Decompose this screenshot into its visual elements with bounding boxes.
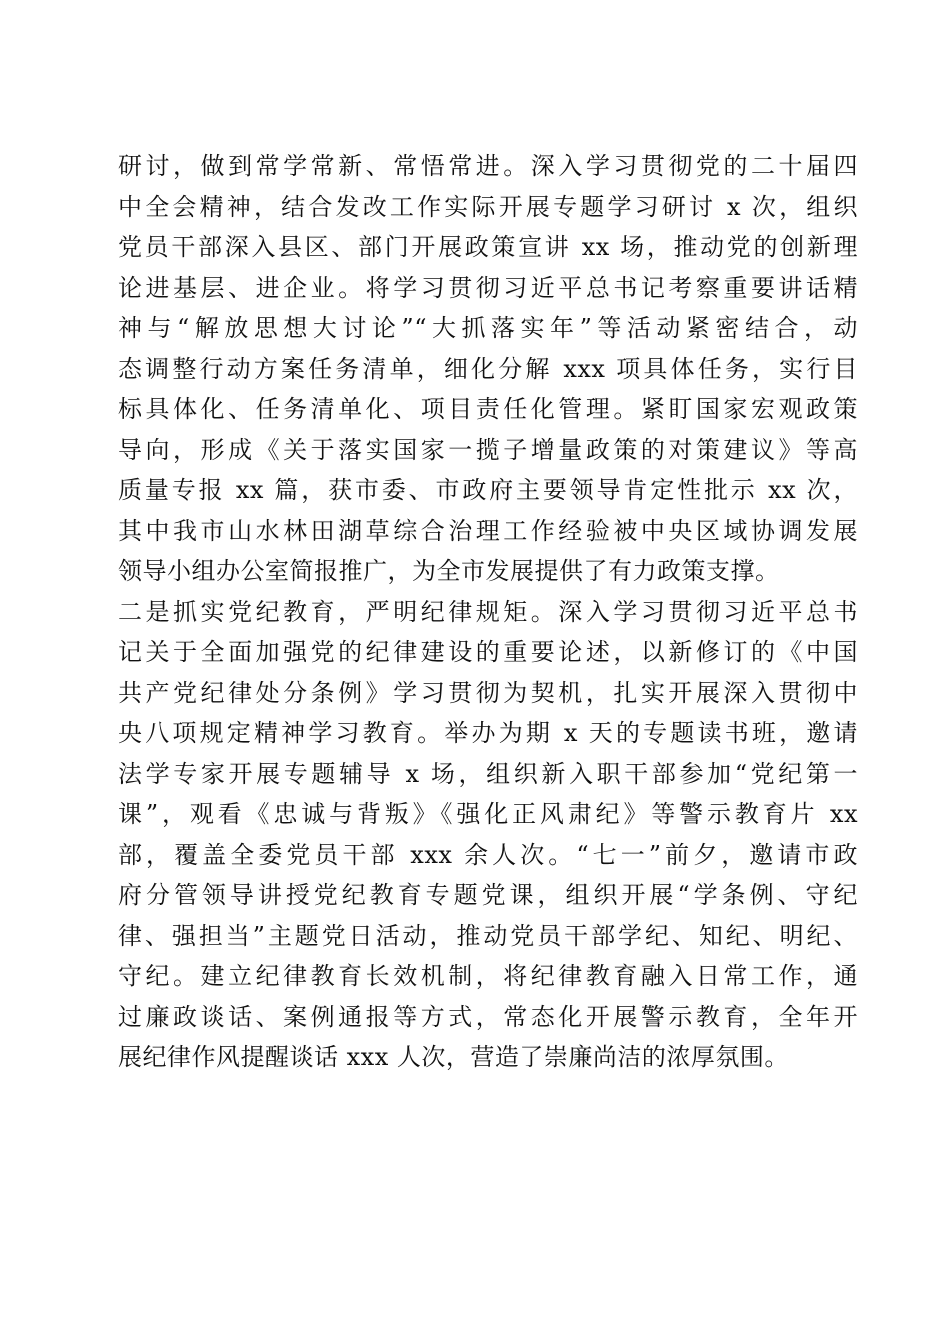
text-line: 态调整行动方案任务清单，细化分解 xxx 项具体任务，实行目 xyxy=(118,354,858,383)
text-line: 部，覆盖全委党员干部 xxx 余人次。“七一”前夕，邀请市政 xyxy=(118,840,858,869)
text-line: 央八项规定精神学习教育。举办为期 x 天的专题读书班，邀请 xyxy=(118,719,858,747)
text-line: 领导小组办公室简报推广，为全市发展提供了有力政策支撑。 xyxy=(118,557,780,585)
text-line: 共产党纪律处分条例》学习贯彻为契机，扎实开展深入贯彻中 xyxy=(118,678,858,707)
body-text xyxy=(118,146,858,1078)
text-line: 其中我市山水林田湖草综合治理工作经验被中央区域协调发展 xyxy=(118,516,858,545)
text-line: 神与“解放思想大讨论”“大抓落实年”等活动紧密结合，动 xyxy=(118,314,858,342)
text-line: 中全会精神，结合发改工作实际开展专题学习研讨 x 次，组织 xyxy=(118,192,858,221)
text-line: 过廉政谈话、案例通报等方式，常态化开展警示教育，全年开 xyxy=(118,1002,858,1031)
text-line: 记关于全面加强党的纪律建设的重要论述，以新修订的《中国 xyxy=(118,638,858,666)
text-line: 研讨，做到常学常新、常悟常进。深入学习贯彻党的二十届四 xyxy=(118,152,858,180)
text-line: 展纪律作风提醒谈话 xxx 人次，营造了崇廉尚洁的浓厚氛围。 xyxy=(118,1043,789,1071)
text-line: 导向，形成《关于落实国家一揽子增量政策的对策建议》等高 xyxy=(118,435,858,464)
text-line: 守纪。建立纪律教育长效机制，将纪律教育融入日常工作，通 xyxy=(118,962,858,990)
text-line: 标具体化、任务清单化、项目责任化管理。紧盯国家宏观政策 xyxy=(118,395,858,423)
text-line: 质量专报 xx 篇，获市委、市政府主要领导肯定性批示 xx 次， xyxy=(118,476,858,504)
text-line: 律、强担当”主题党日活动，推动党员干部学纪、知纪、明纪、 xyxy=(118,921,858,950)
text-line: 党员干部深入县区、部门开展政策宣讲 xx 场，推动党的创新理 xyxy=(118,233,858,261)
text-line: 二是抓实党纪教育，严明纪律规矩。深入学习贯彻习近平总书 xyxy=(118,597,858,626)
text-line: 府分管领导讲授党纪教育专题党课，组织开展“学条例、守纪 xyxy=(118,881,858,909)
text-line: 课”，观看《忠诚与背叛》《强化正风肃纪》等警示教育片 xx xyxy=(118,800,858,828)
text-line: 论进基层、进企业。将学习贯彻习近平总书记考察重要讲话精 xyxy=(118,273,858,302)
text-line: 法学专家开展专题辅导 x 场，组织新入职干部参加“党纪第一 xyxy=(118,759,858,788)
